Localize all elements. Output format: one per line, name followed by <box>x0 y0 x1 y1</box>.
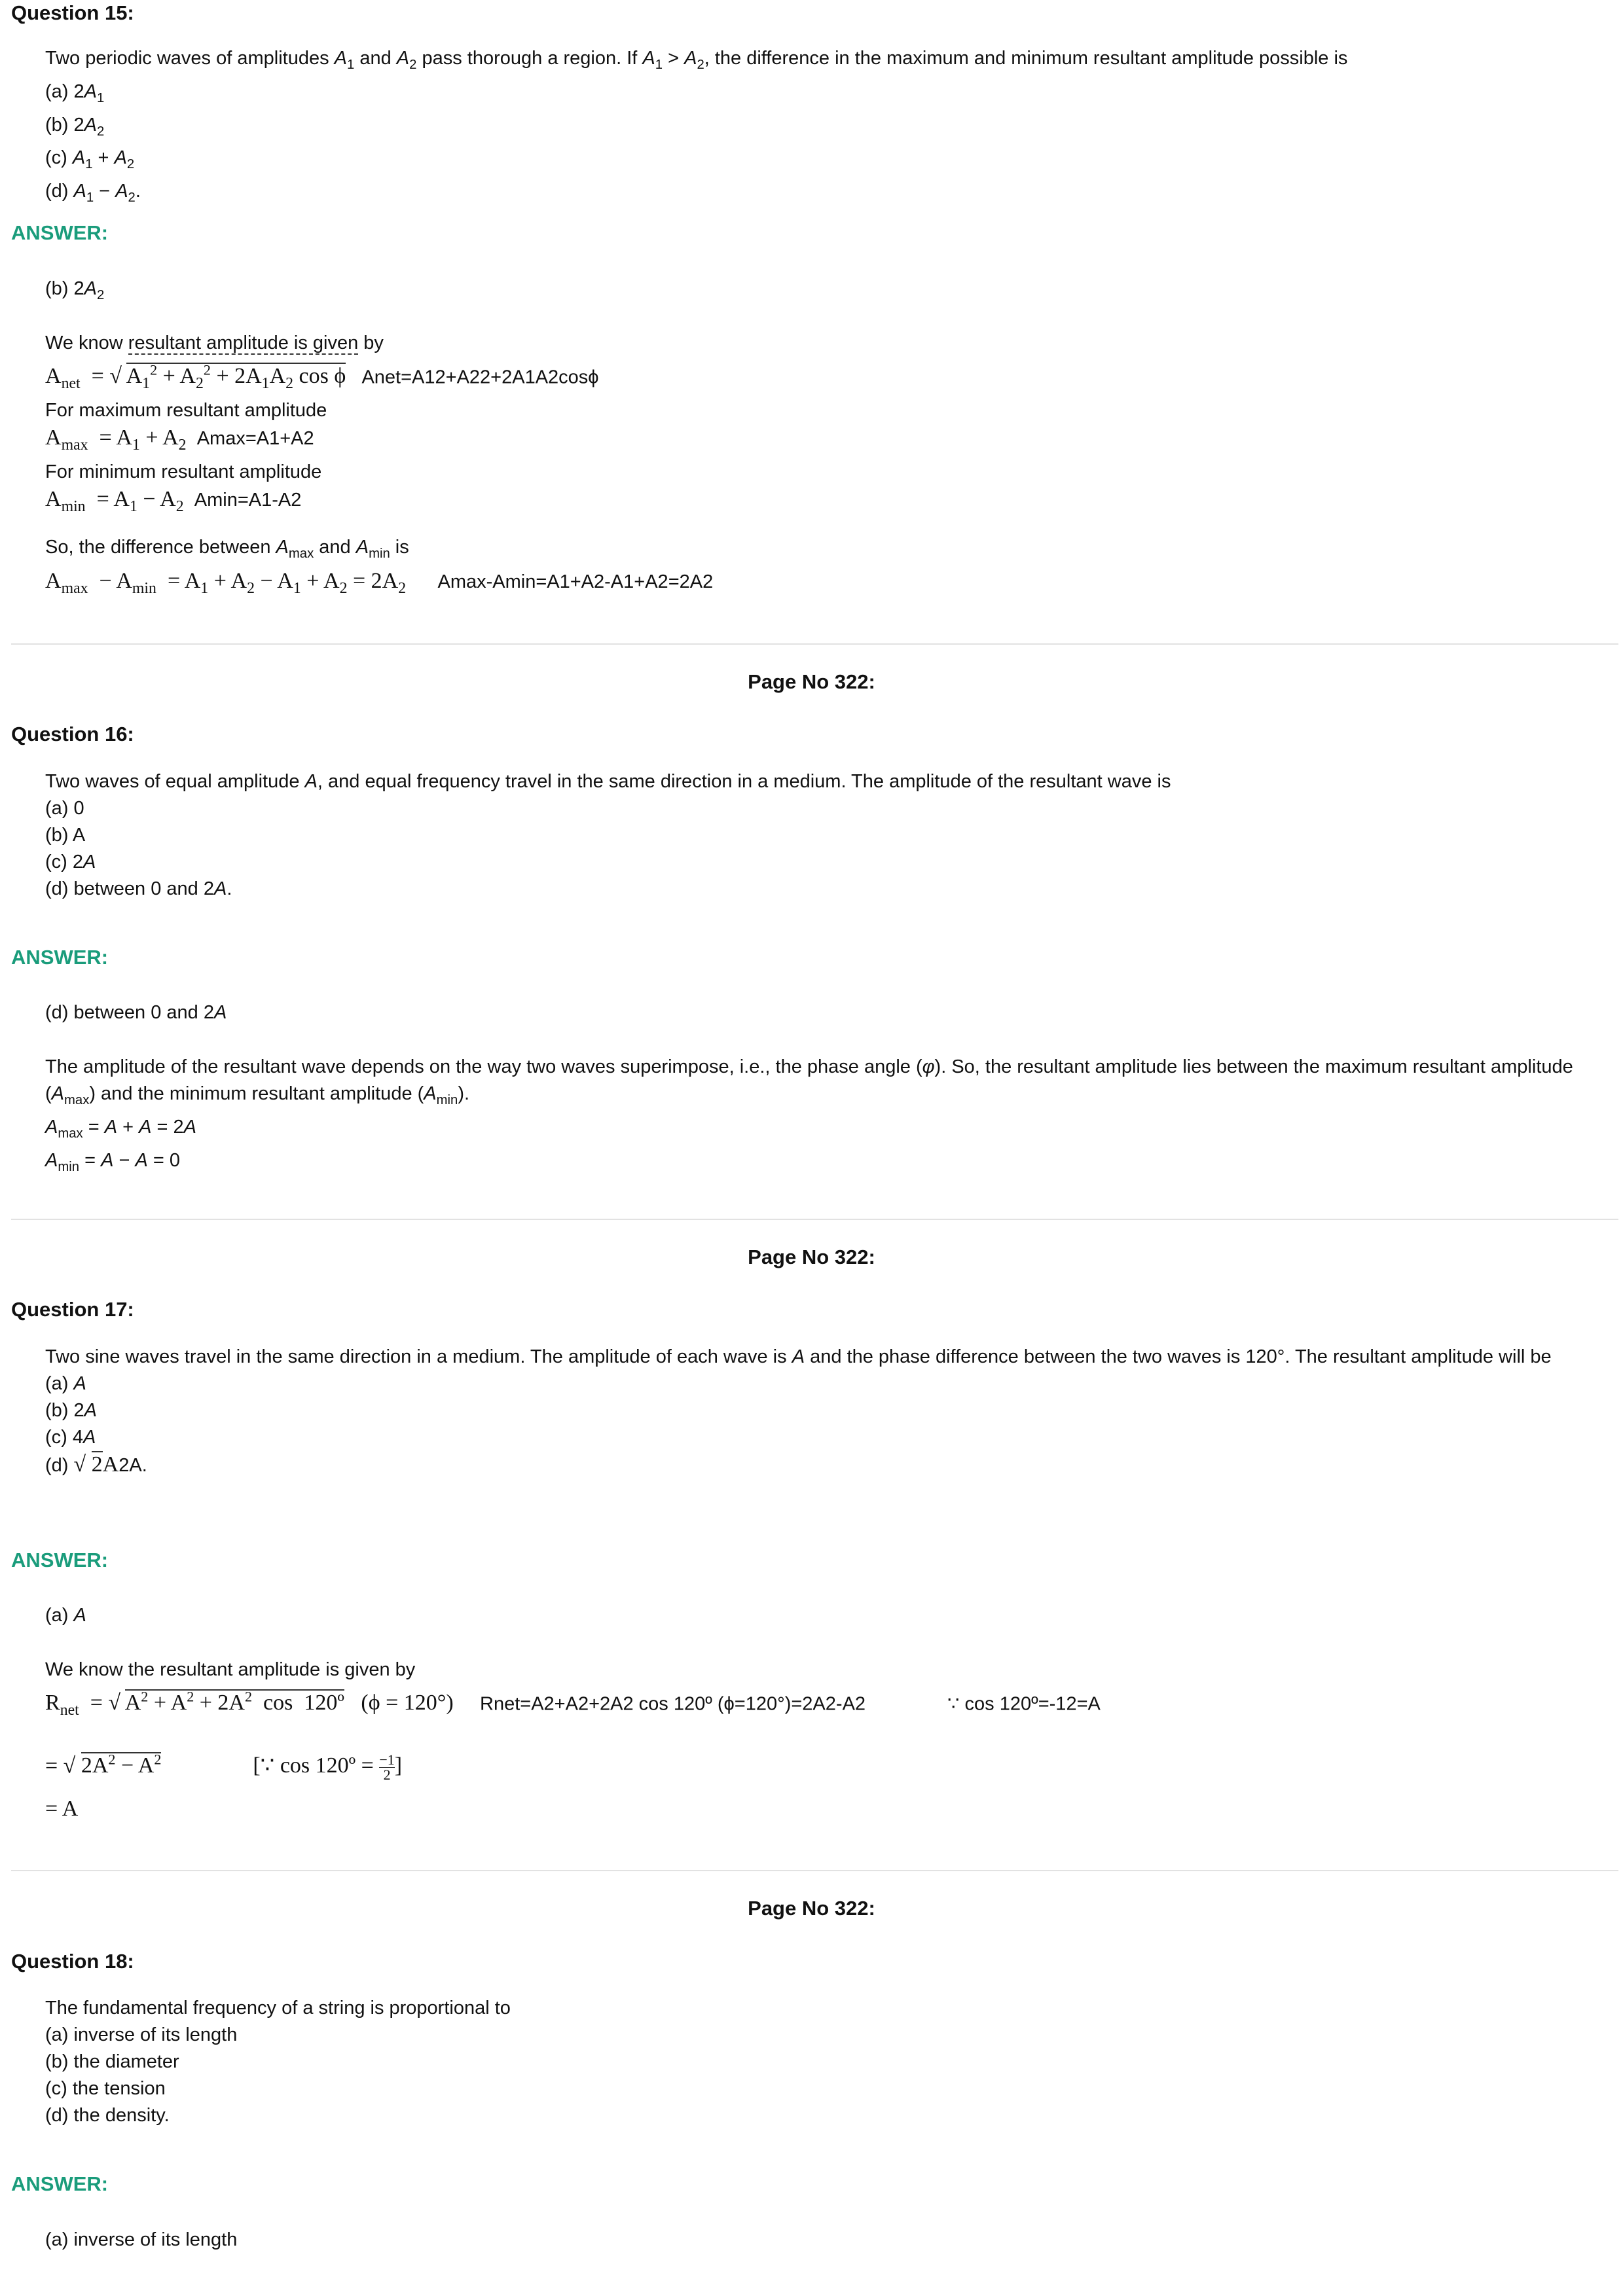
question-15-option-d: (d) $A_1 - A_2$. <box>45 181 141 205</box>
divider <box>11 1870 1618 1871</box>
question-17-intro: We know the resultant amplitude is given by <box>45 1659 416 1680</box>
question-15-solution <box>45 330 1616 520</box>
question-17-option-d: (d) √ 2A2A. <box>45 1452 147 1477</box>
question-18-option-c: (c) the tension <box>45 2078 166 2099</box>
question-18-answer: (a) inverse of its length <box>45 2229 238 2250</box>
question-18-option-a: (a) inverse of its length <box>45 2024 238 2045</box>
question-15-intro: We know resultant amplitude is given by <box>45 332 384 353</box>
question-18-title: Question 18: <box>11 1950 134 1973</box>
question-17-result: = A <box>45 1797 79 1821</box>
question-16-option-b: (b) A <box>45 825 86 846</box>
question-17-body <box>45 1344 1616 1479</box>
question-17-option-b: (b) 2A <box>45 1400 97 1421</box>
question-16-title: Question 16: <box>11 723 134 745</box>
question-17-solution <box>45 1657 1616 1822</box>
question-15-eq-net: $A_{net}$ = √ $A_1^2 + A_2^2 + 2A_1A_2$ cos ϕ Anet=A12+A22+2A1A2cosϕ <box>45 362 599 393</box>
question-17-option-c: (c) 4A <box>45 1427 96 1448</box>
question-16-answer-label: ANSWER: <box>11 946 109 969</box>
question-15-eq-max: $A_{max} = A_1 + A_2$ Amax=A1+A2 <box>45 425 314 454</box>
question-15-title: Question 15: <box>11 1 134 24</box>
question-18-option-b: (b) the diameter <box>45 2051 179 2072</box>
question-15-diff-text: So, the difference between $A_{max}$ and $A_{min}$ is <box>45 537 409 561</box>
question-18-stem: The fundamental frequency of a string is proportional to <box>45 1998 511 2018</box>
question-16-option-d: (d) between 0 and 2A. <box>45 878 232 899</box>
question-16-option-c: (c) 2A <box>45 852 96 872</box>
question-18-body <box>45 1995 1616 2129</box>
question-17-stem: Two sine waves travel in the same direction in a medium. The amplitude of each wave is A and the phase difference between the two waves is 120°. The resultant amplitude will be <box>45 1346 1552 1367</box>
question-17-answer-label: ANSWER: <box>11 1549 109 1571</box>
question-18-answer-label: ANSWER: <box>11 2172 109 2195</box>
question-15-eq-min: $A_{min} = A_1 - A_2$ Amin=A1-A2 <box>45 486 302 515</box>
question-16-answer: (d) between 0 and 2A <box>45 1002 227 1023</box>
question-16-body <box>45 768 1616 903</box>
question-17-eq-net: $R_{net}$ = √ $A^2 + A^2 + 2A^2$ cos 120º (ϕ = 120°) Rnet=A2+A2+2A2 cos 120º (ϕ=120°)=2A2-A2 ∵ cos 120º=-12=A <box>45 1689 1101 1719</box>
question-15-answer-label: ANSWER: <box>11 221 109 244</box>
question-16-line-max: $A_{max} = A + A = 2A$ <box>45 1116 197 1141</box>
question-15-option-a: (a) $2A_1$ <box>45 81 105 105</box>
question-15-body <box>45 45 1616 211</box>
question-16-option-a: (a) 0 <box>45 798 84 819</box>
divider <box>11 643 1618 645</box>
question-15-eq-diff: $A_{max} - A_{min} = A_1 + A_2 - A_1 + A_2 = 2A_2$ Amax-Amin=A1+A2-A1+A2=2A2 <box>45 568 714 597</box>
divider <box>11 1219 1618 1220</box>
question-15-stem: Two periodic waves of amplitudes $A_1$ and $A_2$ pass thorough a region. If $A_1 > A_2$, the difference in the maximum and minimum resultant amplitude possible is <box>45 48 1348 72</box>
question-15-option-b: (b) $2A_2$ <box>45 114 105 139</box>
question-16-line-min: $A_{min} = A - A = 0$ <box>45 1149 181 1174</box>
question-15-option-c: (c) $A_1 + A_2$ <box>45 147 135 172</box>
question-15-answer: (b) $2A_2$ <box>45 278 105 302</box>
page-number-label: Page No 322: <box>748 1897 875 1920</box>
question-16-explanation: The amplitude of the resultant wave depends on the way two waves superimpose, i.e., the phase angle (φ). So, the resultant amplitude lies between the maximum resultant amplitude $(A_{max})$ and the minimum resultant amplitude $(A_{min})$. <box>45 1056 1573 1107</box>
question-15-max-text: For maximum resultant amplitude <box>45 400 327 422</box>
question-17-eq-step: = √ $2A^2 - A^2$ [∵ cos 120º = $\frac{-1}{2}$ ] <box>45 1751 403 1784</box>
question-16-stem: Two waves of equal amplitude A, and equal frequency travel in the same direction in a medium. The amplitude of the resultant wave is <box>45 771 1171 792</box>
page-number-label: Page No 322: <box>748 670 875 693</box>
question-17-title: Question 17: <box>11 1298 134 1321</box>
question-15-min-text: For minimum resultant amplitude <box>45 461 322 482</box>
question-17-answer: (a) A <box>45 1605 86 1626</box>
question-16-solution <box>45 1054 1616 1180</box>
question-15-difference <box>45 534 1616 602</box>
question-17-option-a: (a) A <box>45 1373 86 1394</box>
page-number-label: Page No 322: <box>748 1246 875 1268</box>
question-18-option-d: (d) the density. <box>45 2105 170 2126</box>
